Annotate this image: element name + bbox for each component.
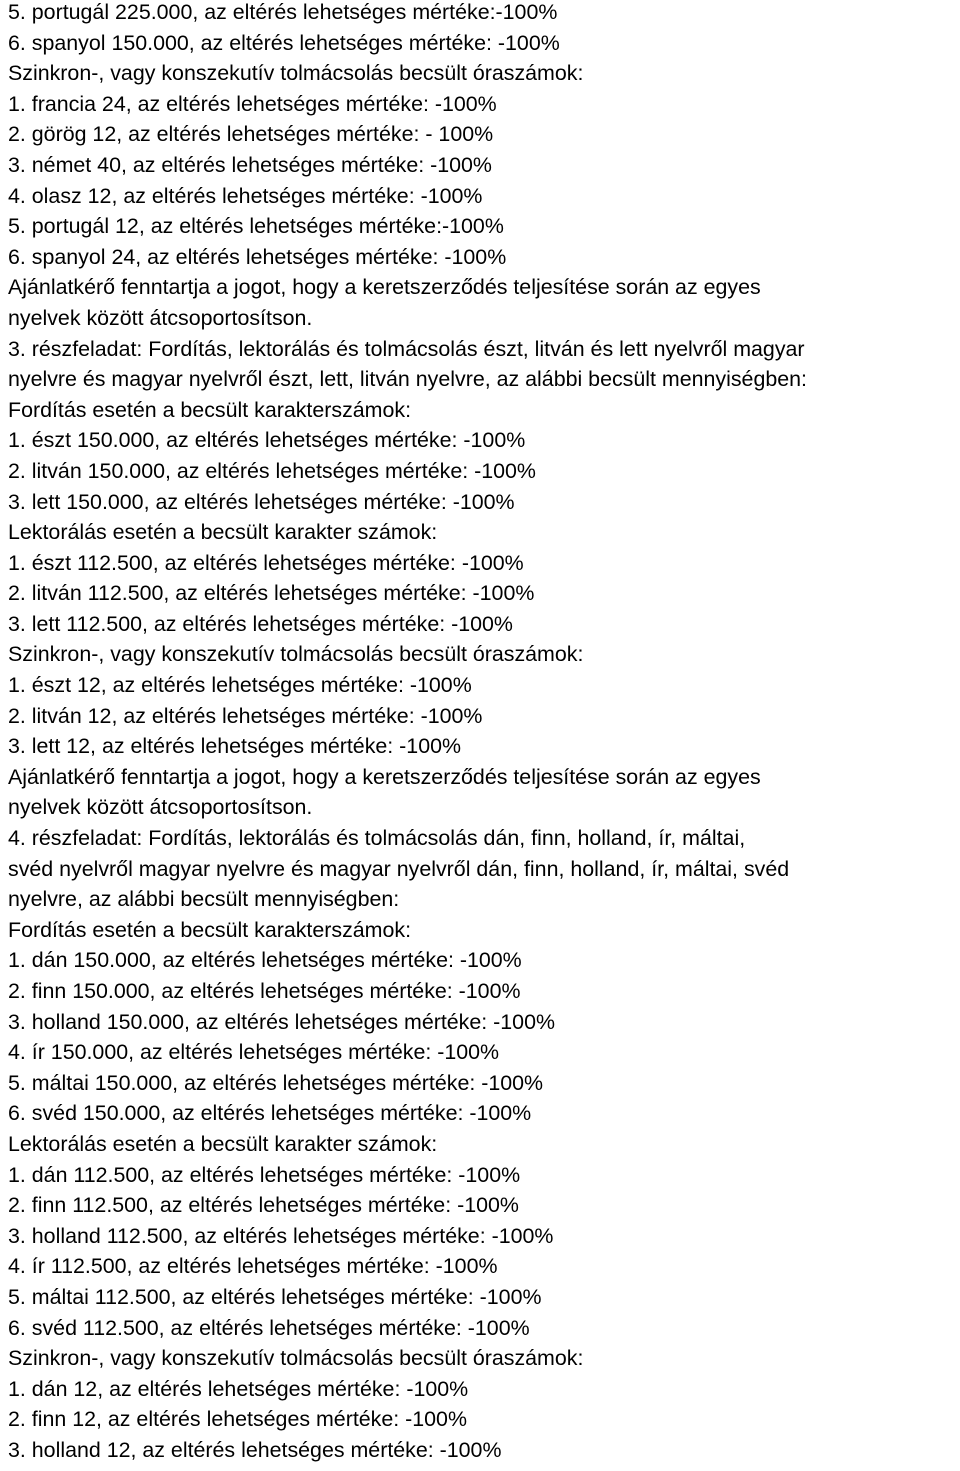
document-body (8, 0, 960, 1466)
text-line: 2. litván 150.000, az eltérés lehetséges mértéke: -100% (8, 458, 536, 483)
section-heading: Fordítás esetén a becsült karakterszámok: (8, 917, 412, 942)
section-heading: Fordítás esetén a becsült karakterszámok: (8, 397, 412, 422)
text-line: 3. lett 112.500, az eltérés lehetséges mértéke: -100% (8, 611, 513, 636)
section-heading: Lektorálás esetén a becsült karakter számok: (8, 1131, 438, 1156)
text-line: 1. dán 112.500, az eltérés lehetséges mértéke: -100% (8, 1162, 521, 1187)
text-line: 1. észt 112.500, az eltérés lehetséges mértéke: -100% (8, 550, 524, 575)
text-line: 2. görög 12, az eltérés lehetséges mértéke: - 100% (8, 122, 494, 147)
paragraph-line: Ajánlatkérő fenntartja a jogot, hogy a keretszerződés teljesítése során az egyes (8, 764, 761, 789)
text-line: 2. finn 150.000, az eltérés lehetséges mértéke: -100% (8, 979, 521, 1003)
text-line: 5. máltai 150.000, az eltérés lehetséges mértéke: -100% (8, 1070, 544, 1095)
section-heading: Szinkron-, vagy konszekutív tolmácsolás becsült óraszámok: (8, 642, 584, 667)
text-line: 6. svéd 112.500, az eltérés lehetséges mértéke: -100% (8, 1315, 530, 1340)
text-line: 3. holland 12, az eltérés lehetséges mértéke: -100% (8, 1437, 502, 1462)
subtask-heading: nyelvre és magyar nyelvről észt, lett, litván nyelvre, az alábbi becsült mennyiségben: (8, 367, 807, 392)
subtask-heading: svéd nyelvről magyar nyelvre és magyar nyelvről dán, finn, holland, ír, máltai, svéd (8, 856, 790, 881)
text-line: 3. lett 150.000, az eltérés lehetséges mértéke: -100% (8, 489, 515, 514)
subtask-heading: 4. részfeladat: Fordítás, lektorálás és tolmácsolás dán, finn, holland, ír, máltai, (8, 826, 746, 851)
subtask-heading: nyelvre, az alábbi becsült mennyiségben: (8, 887, 400, 912)
section-heading: Lektorálás esetén a becsült karakter számok: (8, 520, 438, 545)
text-line: 6. spanyol 150.000, az eltérés lehetséges mértéke: -100% (8, 30, 560, 55)
text-line: 4. ír 112.500, az eltérés lehetséges mértéke: -100% (8, 1254, 498, 1279)
text-line: 3. lett 12, az eltérés lehetséges mértéke: -100% (8, 734, 462, 759)
text-line: 2. finn 112.500, az eltérés lehetséges mértéke: -100% (8, 1193, 519, 1218)
text-line: 1. észt 150.000, az eltérés lehetséges mértéke: -100% (8, 428, 526, 453)
paragraph-line: nyelvek között átcsoportosítson. (8, 795, 313, 820)
text-line: 4. olasz 12, az eltérés lehetséges mértéke: -100% (8, 183, 483, 208)
subtask-heading: 3. részfeladat: Fordítás, lektorálás és tolmácsolás észt, litván és lett nyelvről magyar (8, 336, 805, 361)
text-line: 6. spanyol 24, az eltérés lehetséges mértéke: -100% (8, 244, 507, 269)
text-line: 6. svéd 150.000, az eltérés lehetséges mértéke: -100% (8, 1101, 532, 1126)
text-line: 2. finn 12, az eltérés lehetséges mértéke: -100% (8, 1407, 467, 1432)
text-line: 5. portugál 12, az eltérés lehetséges mértéke:-100% (8, 214, 504, 239)
text-line: 2. litván 12, az eltérés lehetséges mértéke: -100% (8, 703, 483, 728)
text-line: 1. dán 150.000, az eltérés lehetséges mértéke: -100% (8, 948, 522, 973)
text-line: 5. máltai 112.500, az eltérés lehetséges mértéke: -100% (8, 1284, 542, 1309)
text-line: 1. dán 12, az eltérés lehetséges mértéke: -100% (8, 1376, 469, 1401)
text-line: 4. ír 150.000, az eltérés lehetséges mértéke: -100% (8, 1040, 500, 1065)
paragraph-line: nyelvek között átcsoportosítson. (8, 305, 313, 330)
text-line: 3. holland 112.500, az eltérés lehetséges mértéke: -100% (8, 1223, 554, 1248)
section-heading: Szinkron-, vagy konszekutív tolmácsolás becsült óraszámok: (8, 61, 584, 86)
text-line: 2. litván 112.500, az eltérés lehetséges mértéke: -100% (8, 581, 535, 606)
section-heading: Szinkron-, vagy konszekutív tolmácsolás becsült óraszámok: (8, 1346, 584, 1371)
text-line: 5. portugál 225.000, az eltérés lehetséges mértéke:-100% (8, 0, 558, 24)
text-line: 1. francia 24, az eltérés lehetséges mértéke: -100% (8, 91, 497, 116)
paragraph-line: Ajánlatkérő fenntartja a jogot, hogy a keretszerződés teljesítése során az egyes (8, 275, 761, 300)
text-line: 3. német 40, az eltérés lehetséges mértéke: -100% (8, 152, 492, 177)
text-line: 3. holland 150.000, az eltérés lehetséges mértéke: -100% (8, 1009, 555, 1034)
text-line: 1. észt 12, az eltérés lehetséges mértéke: -100% (8, 673, 472, 698)
